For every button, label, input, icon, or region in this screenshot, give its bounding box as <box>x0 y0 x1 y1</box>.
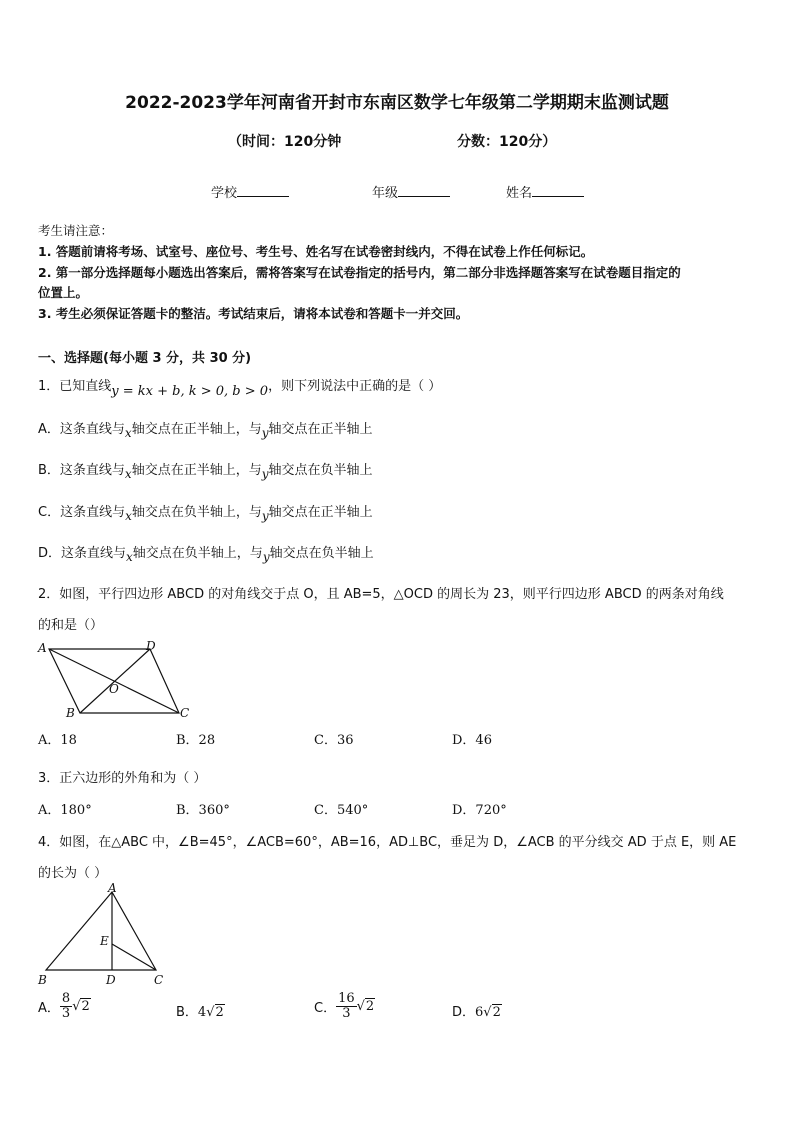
diagonal-ac <box>49 649 179 713</box>
q3-stem: 3．正六边形的外角和为（ ） <box>38 771 207 786</box>
notes-heading: 考生请注意： <box>38 223 114 238</box>
q2-stem-line1: 2．如图，平行四边形 ABCD 的对角线交于点 O，且 AB=5，△OCD 的周长为 23，则平行四边形 ABCD 的两条对角线 <box>38 587 724 602</box>
q2-option-b: B．28 <box>176 733 216 748</box>
q3-option-c: C．540° <box>314 803 369 818</box>
school-label: 学校 <box>211 186 238 201</box>
school-field <box>211 182 289 201</box>
label-b: B <box>66 706 75 720</box>
note-2: 2. 第一部分选择题每小题选出答案后，需将答案写在试卷指定的括号内，第二部分非选择题答案写在试卷题目指定的 <box>38 265 681 280</box>
grade-label: 年级 <box>372 186 399 201</box>
label-c: C <box>154 973 164 987</box>
q1-formula: y = kx + b, k > 0, b > 0 <box>111 384 269 399</box>
q4-stem-line1: 4．如图，在△ABC 中，∠B=45°，∠ACB=60°，AB=16，AD⊥BC，垂足为 D，∠ACB 的平分线交 AD 于点 E，则 AE <box>38 835 737 850</box>
q2-option-a: A．18 <box>38 733 77 748</box>
triangle-abc <box>46 892 156 970</box>
name-label: 姓名 <box>506 186 533 201</box>
score-label: 分数：120分） <box>457 134 557 150</box>
label-a: A <box>108 881 117 895</box>
q2-option-d: D．46 <box>452 733 492 748</box>
label-c: C <box>180 706 190 720</box>
school-blank <box>237 184 289 197</box>
label-b: B <box>38 973 47 987</box>
name-blank <box>532 184 584 197</box>
q2-option-c: C．36 <box>314 733 354 748</box>
q1-suffix: ，则下列说法中正确的是（ ） <box>268 379 442 394</box>
q1-option-d: D．这条直线与x轴交点在负半轴上，与y轴交点在负半轴上 <box>38 546 374 564</box>
q4-option-c: C． $\frac{16}{3}$ √2 <box>314 991 375 1021</box>
q1-stem <box>38 375 442 399</box>
q1-option-c: C．这条直线与x轴交点在负半轴上，与y轴交点在正半轴上 <box>38 505 373 523</box>
label-d: D <box>146 639 156 653</box>
q1-option-a: A．这条直线与x轴交点在正半轴上，与y轴交点在正半轴上 <box>38 422 373 440</box>
diagonal-bd <box>80 649 150 713</box>
section-heading: 一、选择题(每小题 3 分，共 30 分) <box>38 351 252 366</box>
label-o: O <box>109 682 119 696</box>
note-1: 1. 答题前请将考场、试室号、座位号、考生号、姓名写在试卷密封线内，不得在试卷上作任何标记。 <box>38 244 594 259</box>
q1-option-b: B．这条直线与x轴交点在正半轴上，与y轴交点在负半轴上 <box>38 463 373 481</box>
q2-stem-line2: 的和是（） <box>38 618 104 633</box>
q3-option-a: A．180° <box>38 803 92 818</box>
q4-option-d: D．6√2 <box>452 1005 501 1020</box>
parallelogram-figure <box>34 638 204 722</box>
page-title: 2022-2023学年河南省开封市东南区数学七年级第二学期期末监测试题 <box>125 93 669 113</box>
note-3: 3. 考生必须保证答题卡的整洁。考试结束后，请将本试卷和答题卡一并交回。 <box>38 306 469 321</box>
grade-field <box>372 182 450 201</box>
q4-stem-line2: 的长为（ ） <box>38 866 108 881</box>
q3-option-b: B．360° <box>176 803 230 818</box>
triangle-figure <box>34 880 174 990</box>
bisector-ce <box>112 944 156 970</box>
label-e: E <box>100 934 109 948</box>
q3-option-d: D．720° <box>452 803 507 818</box>
label-a: A <box>38 641 47 655</box>
grade-blank <box>398 184 450 197</box>
q4-option-b: B．4√2 <box>176 1005 224 1020</box>
label-d: D <box>106 973 116 987</box>
note-2-cont: 位置上。 <box>38 285 89 300</box>
q4-option-a: A． $\frac{8}{3}$ √2 <box>38 991 90 1021</box>
q1-prefix: 1．已知直线 <box>38 379 112 394</box>
name-field <box>506 182 584 201</box>
time-label: （时间：120分钟 <box>228 134 342 150</box>
